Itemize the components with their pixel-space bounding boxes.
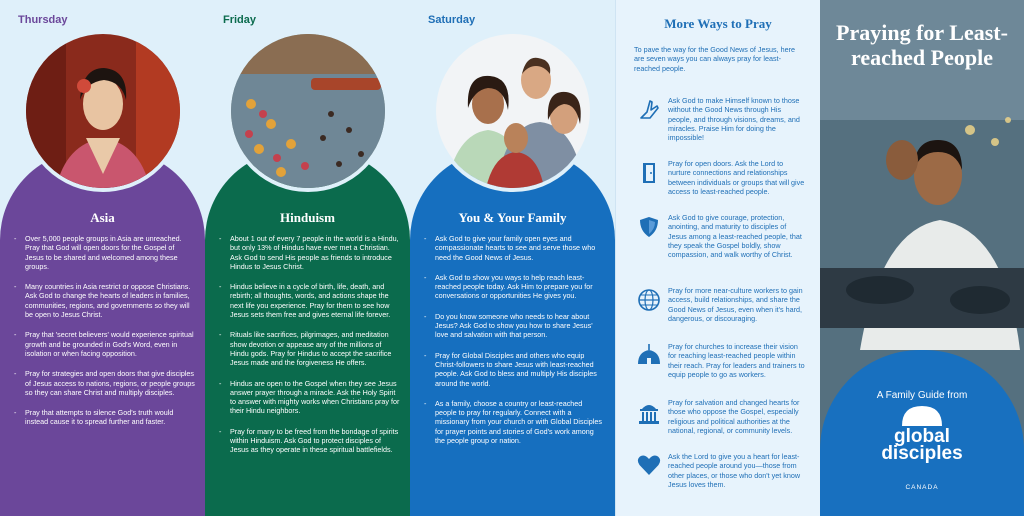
list-item: - Ask God to show you ways to help reach least-reached people today. Ask Him to prepare you for conversations or opportunities He gives you. [424, 273, 605, 301]
list-item: - Pray for Global Disciples and others who equip Christ-followers to share Jesus with least-reached people. Ask God to bless and multiply His disciples around the world. [424, 351, 605, 388]
more-ways-text: Ask the Lord to give you a heart for least-reached people around you—those from other places, or those who don't yet know Jesus loves them. [668, 452, 801, 489]
more-ways-text: Pray for churches to increase their vision for reaching least-reached people within their reach. Pray for leaders and trainers to equip people to go as workers. [668, 342, 805, 379]
capitol-icon [634, 398, 664, 435]
more-ways-item [634, 286, 806, 323]
hinduism-prayer-list [219, 234, 400, 466]
day-label: Thursday [18, 14, 68, 26]
logo-sunrise-icon [902, 406, 942, 426]
globe-icon [634, 286, 664, 323]
asia-heading: Asia [90, 210, 115, 225]
day-label: Saturday [428, 14, 476, 26]
list-item: - Pray for strategies and open doors that give disciples of Jesus access to nations, regions, or people groups so they can share Christ and multiply disciples. [14, 369, 195, 397]
panel-thursday [0, 0, 205, 516]
asia-prayer-list [14, 234, 195, 438]
shield-icon [634, 213, 664, 259]
cover-title: Praying for Least-reached People [836, 20, 1008, 70]
list-item: - About 1 out of every 7 people in the world is a Hindu, but only 13% of Hindus have ever met a Christian. Ask God to send His people as friends to introduce Hindus to Jesus Christ. [219, 234, 400, 271]
list-item: - Hindus are open to the Gospel when they see Jesus answer prayer through a miracle. Ask the Holy Spirit to answer with mighty works when Christians pray for their Hindu neighbors. [219, 379, 400, 416]
logo-line-1: global [894, 426, 950, 447]
more-ways-text: Ask God to make Himself known to those without the Good News through His people, and through visions, dreams, and miracles. Praise Him for doing the impossible! [668, 96, 800, 143]
more-ways-item [634, 96, 806, 142]
church-icon [634, 342, 664, 379]
hinduism-heading: Hinduism [280, 210, 335, 225]
global-disciples-logo [820, 428, 1024, 462]
more-ways-item [634, 452, 806, 489]
more-ways-item [634, 398, 806, 435]
more-ways-item [634, 342, 806, 379]
panel-saturday [410, 0, 615, 516]
list-item: - Pray that attempts to silence God's truth would instead cause it to spread further and faster. [14, 408, 195, 427]
more-ways-item [634, 213, 806, 259]
family-heading: You & Your Family [458, 210, 567, 225]
cover-panel [820, 0, 1024, 516]
more-ways-text: Pray for open doors. Ask the Lord to nurture connections and relationships between individuals or groups that will give access to least-reached people. [668, 159, 805, 196]
logo-line-2: disciples [881, 443, 963, 464]
list-item: - Pray that 'secret believers' would experience spiritual growth and be grounded in God's Word, even in isolation or when facing opposition. [14, 330, 195, 358]
list-item: - Hindus believe in a cycle of birth, life, death, and rebirth; all thoughts, words, and actions shape the next life you experience. Pray for them to see how Jesus sets them free and gives eternal life forever. [219, 282, 400, 319]
family-photo [432, 30, 594, 192]
panel-more-ways [615, 0, 820, 516]
more-ways-text: Pray for salvation and changed hearts for those who oppose the Gospel, especially religious and political authorities at the national, regional, or community levels. [668, 398, 800, 435]
more-ways-text: Pray for more near-culture workers to gain access, build relationships, and share the Good News of Jesus, even when it's hard, dangerous, or discouraging. [668, 286, 803, 323]
list-item: - Ask God to give your family open eyes and compassionate hearts to see and serve those who need the Good News of Jesus. [424, 234, 605, 262]
logo-country: CANADA [905, 484, 939, 491]
more-ways-intro: To pave the way for the Good News of Jesus, here are seven ways you can always pray for least-reached people. [634, 45, 796, 73]
heart-icon [634, 452, 664, 489]
panel-friday [205, 0, 410, 516]
more-ways-item [634, 159, 806, 196]
list-item: - As a family, choose a country or least-reached people to pray for regularly. Connect with a missionary from your church or with Global Disciples for prayer points and stories of God's work among the people group or nation. [424, 399, 605, 445]
asia-woman-photo [22, 30, 184, 192]
list-item: - Pray for many to be freed from the bondage of spirits within Hinduism. Ask God to protect disciples of Jesus as they operate in these spiritual battlefields. [219, 427, 400, 455]
cover-subtitle: A Family Guide from [876, 390, 968, 401]
list-item: - Do you know someone who needs to hear about Jesus? Ask God to show you how to share Jesus' love and salvation with that person. [424, 312, 605, 340]
list-item: - Over 5,000 people groups in Asia are unreached. Pray that God will open doors for the Gospel of Jesus to be shared and welcomed among these groups. [14, 234, 195, 271]
river-crowd-photo [227, 30, 389, 192]
list-item: - Rituals like sacrifices, pilgrimages, and meditation show devotion or appease any of the millions of Hindu gods. Pray for Hindus to accept the sacrifice Jesus made and the forgiveness He offers. [219, 330, 400, 367]
more-ways-title: More Ways to Pray [664, 16, 772, 31]
more-ways-text: Ask God to give courage, protection, anointing, and maturity to disciples of Jesus among a least-reached people, that they speak the Gospel boldly, show compassion, and walk worthy of Christ. [668, 213, 802, 260]
praying-hands-icon [634, 96, 664, 142]
list-item: - Many countries in Asia restrict or oppose Christians. Ask God to change the hearts of leaders in families, communities, regions, and governments so they will be open to Jesus Christ. [14, 282, 195, 319]
family-prayer-list [424, 234, 605, 456]
open-door-icon [634, 159, 664, 196]
day-label: Friday [223, 14, 257, 26]
